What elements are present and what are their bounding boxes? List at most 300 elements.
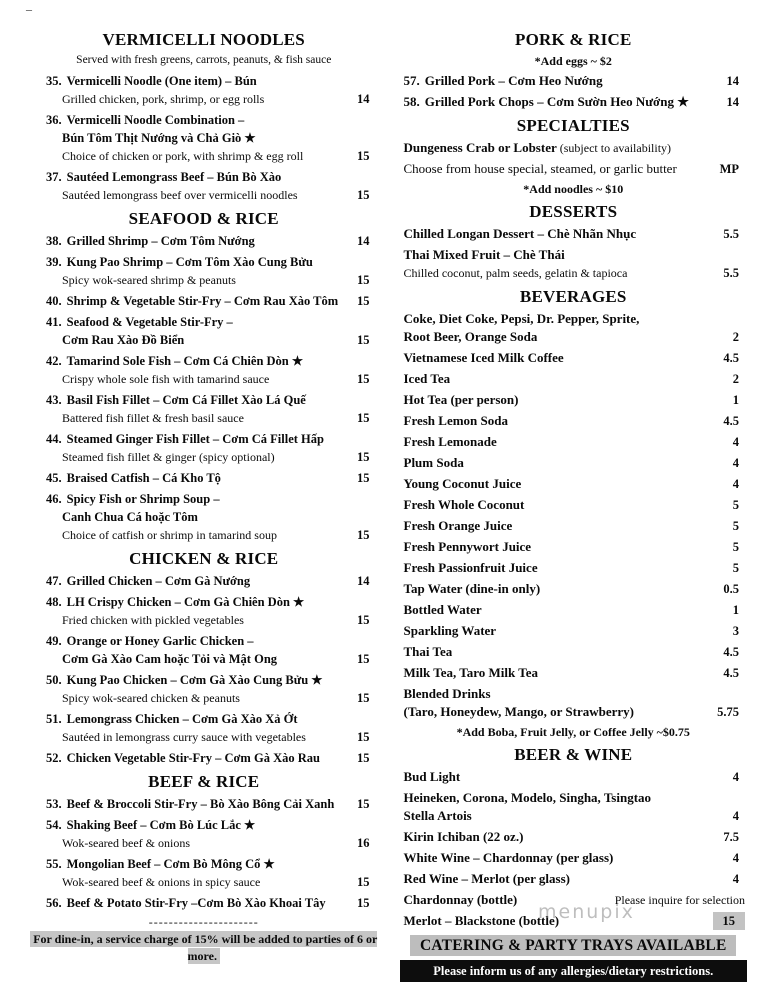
- menu-item-40: [30, 292, 378, 310]
- item-name: Fresh Orange Juice: [403, 518, 513, 533]
- item-price: 2: [732, 372, 739, 386]
- item-price: 4: [732, 770, 739, 784]
- item-price: 5: [732, 540, 739, 554]
- item-price: 5.75: [717, 705, 739, 719]
- item-price: 15: [357, 730, 370, 744]
- item-name: Vermicelli Noodle Combination –: [66, 113, 245, 127]
- item-name-line: [404, 370, 733, 388]
- menu-item-39: [30, 253, 378, 289]
- item-name-line: [46, 391, 357, 409]
- item-name-line-2: (Taro, Honeydew, Mango, or Strawberry): [403, 704, 634, 719]
- section-title: SEAFOOD & RICE: [128, 209, 279, 228]
- item-description: Chilled coconut, palm seeds, gelatin & tapioca: [403, 266, 628, 280]
- item-name: Kirin Ichiban (22 oz.): [403, 829, 524, 844]
- menu-item: [400, 160, 748, 178]
- item-text: [404, 496, 733, 514]
- item-name-line: [404, 72, 727, 90]
- item-description: Wok-seared beef & onions: [62, 836, 190, 850]
- item-text: [404, 310, 733, 346]
- section-post-note: *Add noodles ~ $10: [523, 182, 624, 196]
- item-number: 44.: [46, 432, 62, 446]
- item-number: 52.: [46, 751, 62, 765]
- item-name-line: [404, 139, 748, 157]
- item-price: 15: [357, 411, 370, 425]
- item-name-line: [404, 870, 733, 888]
- item-price: 14: [357, 574, 370, 588]
- item-name: Grilled Chicken – Cơm Gà Nướng: [66, 574, 251, 588]
- item-price: 15: [357, 149, 370, 163]
- item-price: 4: [732, 477, 739, 491]
- item-text: [404, 160, 720, 178]
- item-text: [404, 601, 733, 619]
- item-text: [404, 768, 733, 786]
- item-text: [46, 313, 357, 349]
- item-description: Spicy wok-seared chicken & peanuts: [62, 691, 240, 705]
- menu-item-35: [30, 72, 378, 108]
- item-name-line: [404, 601, 733, 619]
- item-text: [404, 559, 733, 577]
- item-name: White Wine – Chardonnay (per glass): [403, 850, 614, 865]
- menu-item-53: [30, 795, 378, 813]
- item-price: 15: [357, 372, 370, 386]
- left-sections: [30, 30, 378, 912]
- item-price: 15: [357, 471, 370, 485]
- menu-item: [400, 580, 748, 598]
- item-text: [404, 789, 733, 825]
- item-name: Tamarind Sole Fish – Cơm Cá Chiên Dòn ★: [66, 354, 304, 368]
- menu-item-45: [30, 469, 378, 487]
- right-sections: [400, 30, 748, 930]
- section-post-note: *Add Boba, Fruit Jelly, or Coffee Jelly ~$0.75: [456, 725, 690, 739]
- item-name: LH Crispy Chicken – Cơm Gà Chiên Dòn ★: [66, 595, 305, 609]
- item-name-line: [46, 292, 357, 310]
- item-name: Orange or Honey Garlic Chicken –: [66, 634, 254, 648]
- item-text: [404, 622, 733, 640]
- item-number: 58.: [403, 94, 420, 109]
- item-name: Sparkling Water: [403, 623, 497, 638]
- section-title: PORK & RICE: [515, 30, 632, 49]
- item-name: Grilled Pork Chops – Cơm Sườn Heo Nướng ★: [424, 94, 689, 109]
- item-text: [404, 225, 724, 243]
- item-price: 5: [732, 561, 739, 575]
- item-name: Thai Mixed Fruit – Chè Thái: [403, 247, 565, 262]
- item-number: 41.: [46, 315, 62, 329]
- menu-item: [400, 246, 748, 282]
- item-name-line: [46, 671, 357, 689]
- allergy-note-bar: Please inform us of any allergies/dietary restrictions.: [400, 960, 748, 982]
- item-price: 4.5: [723, 666, 739, 680]
- item-name: Red Wine – Merlot (per glass): [403, 871, 570, 886]
- menu-item: [400, 349, 748, 367]
- item-price: 5.5: [723, 266, 739, 280]
- menu-item: [400, 789, 748, 825]
- item-name-line: [404, 454, 733, 472]
- item-number: 45.: [46, 471, 62, 485]
- menu-item: [400, 433, 748, 451]
- menu-item: [400, 310, 748, 346]
- section-title: BEEF & RICE: [148, 772, 260, 791]
- item-number: 55.: [46, 857, 62, 871]
- item-name-line: [46, 490, 357, 508]
- menu-item-38: [30, 232, 378, 250]
- item-text: [46, 72, 357, 108]
- item-price: 4: [732, 851, 739, 865]
- item-right-note: Please inquire for selection: [614, 893, 745, 907]
- menu-item: [400, 768, 748, 786]
- item-number: 36.: [46, 113, 62, 127]
- item-text: [46, 572, 357, 590]
- service-charge-text: For dine-in, a service charge of 15% will be added to parties of 6 or more.: [30, 931, 377, 964]
- service-charge-note: [30, 931, 378, 965]
- item-text: [404, 412, 724, 430]
- item-name-line: [46, 430, 357, 448]
- item-price: 15: [357, 613, 370, 627]
- item-name-line: [404, 517, 733, 535]
- item-text: [46, 894, 357, 912]
- item-name-line: [404, 580, 724, 598]
- item-price: 15: [357, 294, 370, 308]
- item-text: [404, 139, 748, 157]
- item-price: 15: [357, 875, 370, 889]
- item-number: 49.: [46, 634, 62, 648]
- item-price: 15: [357, 273, 370, 287]
- item-price: 4.5: [723, 645, 739, 659]
- item-description: Fried chicken with pickled vegetables: [62, 613, 244, 627]
- menu-item-41: [30, 313, 378, 349]
- item-text: [404, 870, 733, 888]
- item-name: Blended Drinks: [403, 686, 491, 701]
- section-desserts: [400, 202, 748, 282]
- item-name-line: [46, 313, 357, 331]
- catering-banner-text: CATERING & PARTY TRAYS AVAILABLE: [410, 935, 736, 956]
- item-description: Spicy wok-seared shrimp & peanuts: [62, 273, 236, 287]
- item-name: Steamed Ginger Fish Fillet – Cơm Cá Fillet Hấp: [66, 432, 324, 446]
- item-price: 15: [357, 333, 370, 347]
- item-name-line: [404, 246, 724, 264]
- item-text: [404, 391, 733, 409]
- section-seafood-rice: [30, 209, 378, 544]
- item-name-line: [404, 828, 724, 846]
- item-description: Wok-seared beef & onions in spicy sauce: [62, 875, 261, 889]
- item-name-line-2: Cơm Rau Xào Đồ Biển: [62, 333, 185, 347]
- menu-item: [400, 496, 748, 514]
- scan-artifact-dash: –: [26, 2, 32, 16]
- item-description: Choice of chicken or pork, with shrimp & egg roll: [62, 149, 304, 163]
- item-name: Beef & Potato Stir-Fry –Cơm Bò Xào Khoai Tây: [66, 896, 326, 910]
- item-name-line: [404, 768, 733, 786]
- item-number: 48.: [46, 595, 62, 609]
- separator-dashes: ----------------------: [148, 915, 259, 929]
- menu-item: [400, 454, 748, 472]
- item-name-line: [404, 433, 733, 451]
- item-name: Milk Tea, Taro Milk Tea: [403, 665, 539, 680]
- item-text: [404, 93, 727, 111]
- item-name-line: [404, 685, 718, 703]
- item-text: [46, 232, 357, 250]
- item-number: 46.: [46, 492, 62, 506]
- menu-column-right: [400, 30, 748, 982]
- menu-item: [400, 849, 748, 867]
- item-text: [46, 292, 357, 310]
- menu-item-57: [400, 72, 748, 90]
- item-price: 14: [357, 234, 370, 248]
- item-name: Bud Light: [403, 769, 461, 784]
- watermark-menupix: menupix: [538, 901, 635, 923]
- item-description: Crispy whole sole fish with tamarind sauce: [62, 372, 270, 386]
- item-name-line: [46, 72, 357, 90]
- item-price: 5: [732, 498, 739, 512]
- item-name: Grilled Shrimp – Cơm Tôm Nướng: [66, 234, 255, 248]
- menu-item-54: [30, 816, 378, 852]
- item-text: [404, 580, 724, 598]
- item-price: 4.5: [723, 351, 739, 365]
- item-name: Chilled Longan Dessert – Chè Nhãn Nhục: [403, 226, 637, 241]
- menu-item-55: [30, 855, 378, 891]
- item-number: 42.: [46, 354, 62, 368]
- item-price: 15: [357, 896, 370, 910]
- item-price: 5: [732, 519, 739, 533]
- item-name: Tap Water (dine-in only): [403, 581, 541, 596]
- menu-item: [400, 828, 748, 846]
- menu-item: [400, 391, 748, 409]
- item-description: Grilled chicken, pork, shrimp, or egg rolls: [62, 92, 265, 106]
- item-number: 53.: [46, 797, 62, 811]
- item-number: 35.: [46, 74, 62, 88]
- item-number: 51.: [46, 712, 62, 726]
- item-text: [404, 349, 724, 367]
- item-name: Choose from house special, steamed, or garlic butter: [403, 161, 677, 176]
- item-name-line: [404, 849, 733, 867]
- item-name-line: [404, 496, 733, 514]
- item-name: Fresh Lemon Soda: [403, 413, 508, 428]
- item-name-line: [46, 253, 357, 271]
- menu-item-58: [400, 93, 748, 111]
- item-name-line: [46, 795, 357, 813]
- item-name-line-2: Stella Artois: [403, 808, 472, 823]
- item-name: Plum Soda: [403, 455, 464, 470]
- item-name-line: [404, 310, 733, 328]
- item-price: 1: [732, 393, 739, 407]
- item-name: Spicy Fish or Shrimp Soup –: [66, 492, 220, 506]
- item-text: [404, 643, 724, 661]
- menu-item-42: [30, 352, 378, 388]
- section-chicken-rice: [30, 549, 378, 767]
- item-name-line: [46, 593, 357, 611]
- item-text: [404, 370, 733, 388]
- item-name-line: [46, 232, 357, 250]
- item-name: Lemongrass Chicken – Cơm Gà Xào Xả Ớt: [66, 712, 298, 726]
- item-name: Young Coconut Juice: [403, 476, 522, 491]
- section-specialties: [400, 116, 748, 197]
- section-title: DESSERTS: [529, 202, 618, 221]
- item-name: Coke, Diet Coke, Pepsi, Dr. Pepper, Sprite,: [403, 311, 640, 326]
- item-name-line: [46, 352, 357, 370]
- item-name: Seafood & Vegetable Stir-Fry –: [66, 315, 233, 329]
- menu-item: [400, 601, 748, 619]
- item-text: [46, 632, 357, 668]
- item-text: [404, 849, 733, 867]
- item-name: Thai Tea: [403, 644, 453, 659]
- section-vermicelli-noodles: [30, 30, 378, 204]
- item-number: 54.: [46, 818, 62, 832]
- menu-item-36: [30, 111, 378, 165]
- item-price: 15: [357, 528, 370, 542]
- item-name: Iced Tea: [403, 371, 451, 386]
- item-name: Vermicelli Noodle (One item) – Bún: [66, 74, 257, 88]
- item-name: Vietnamese Iced Milk Coffee: [403, 350, 564, 365]
- section-title: BEER & WINE: [514, 745, 633, 764]
- menu-item: [400, 139, 748, 157]
- item-name: Chicken Vegetable Stir-Fry – Cơm Gà Xào Rau: [66, 751, 320, 765]
- menu-item: [400, 870, 748, 888]
- menu-item: [400, 412, 748, 430]
- item-name: Kung Pao Shrimp – Cơm Tôm Xào Cung Bửu: [66, 255, 313, 269]
- item-price: 5.5: [723, 227, 739, 241]
- item-number: 47.: [46, 574, 62, 588]
- item-name: Kung Pao Chicken – Cơm Gà Xào Cung Bửu ★: [66, 673, 323, 687]
- section-title: SPECIALTIES: [516, 116, 630, 135]
- item-text: [46, 855, 357, 891]
- item-text: [404, 433, 733, 451]
- item-text: [46, 710, 357, 746]
- item-name: Merlot – Blackstone (bottle): [403, 913, 560, 928]
- item-name: Sautéed Lemongrass Beef – Bún Bò Xào: [66, 170, 282, 184]
- item-price: 15: [357, 188, 370, 202]
- item-number: 40.: [46, 294, 62, 308]
- item-number: 56.: [46, 896, 62, 910]
- item-name-line-2: Bún Tôm Thịt Nướng và Chả Giò ★: [62, 131, 256, 145]
- item-text: [46, 816, 357, 852]
- item-name: Chardonnay (bottle): [403, 892, 518, 907]
- item-price: 15: [713, 912, 746, 930]
- item-description: Battered fish fillet & fresh basil sauce: [62, 411, 244, 425]
- item-name-line: [46, 710, 357, 728]
- item-text: [404, 72, 727, 90]
- section-pre-note: *Add eggs ~ $2: [534, 54, 612, 68]
- item-name-line: [46, 469, 357, 487]
- item-name-line: [404, 391, 733, 409]
- item-name: Hot Tea (per person): [403, 392, 519, 407]
- section-title: BEVERAGES: [519, 287, 627, 306]
- item-text: [404, 517, 733, 535]
- item-price: 14: [726, 74, 739, 88]
- menu-item-44: [30, 430, 378, 466]
- item-name-suffix: (subject to availability): [556, 141, 672, 155]
- menu-column-left: [30, 30, 378, 965]
- item-price: 14: [726, 95, 739, 109]
- item-name: Bottled Water: [403, 602, 482, 617]
- item-text: [46, 352, 357, 388]
- item-price: 16: [357, 836, 370, 850]
- item-name-line: [46, 749, 357, 767]
- menu-item-43: [30, 391, 378, 427]
- item-price: 3: [732, 624, 739, 638]
- item-name-line: [404, 93, 727, 111]
- menu-item: [400, 559, 748, 577]
- item-number: 39.: [46, 255, 62, 269]
- menu-item: [400, 225, 748, 243]
- item-name: Fresh Passionfruit Juice: [403, 560, 538, 575]
- item-text: [46, 490, 357, 544]
- menu-item: [400, 517, 748, 535]
- item-name-line: [46, 855, 357, 873]
- item-name-line: [46, 632, 357, 650]
- item-name-line-2: Root Beer, Orange Soda: [403, 329, 538, 344]
- item-text: [46, 671, 357, 707]
- section-pork-rice: [400, 30, 748, 111]
- item-price: 4: [732, 809, 739, 823]
- item-text: [404, 246, 724, 282]
- item-name: Mongolian Beef – Cơm Bò Mông Cổ ★: [66, 857, 275, 871]
- item-text: [46, 795, 357, 813]
- item-name-line: [404, 475, 733, 493]
- item-text: [404, 475, 733, 493]
- item-name-line: [404, 643, 724, 661]
- item-price: 15: [357, 691, 370, 705]
- item-text: [46, 430, 357, 466]
- item-price: 1: [732, 603, 739, 617]
- item-number: 43.: [46, 393, 62, 407]
- item-name-line: [404, 160, 720, 178]
- item-name-line-2: Cơm Gà Xào Cam hoặc Tỏi và Mật Ong: [62, 652, 278, 666]
- item-text: [46, 749, 357, 767]
- item-name-line: [404, 538, 733, 556]
- item-price: 7.5: [723, 830, 739, 844]
- item-name-line: [46, 111, 357, 129]
- item-text: [46, 593, 357, 629]
- item-name: Fresh Whole Coconut: [403, 497, 525, 512]
- item-name: Heineken, Corona, Modelo, Singha, Tsingtao: [403, 790, 652, 805]
- menu-item-51: [30, 710, 378, 746]
- menu-item-47: [30, 572, 378, 590]
- item-price: 4: [732, 435, 739, 449]
- item-text: [46, 391, 357, 427]
- item-name-line: [46, 816, 357, 834]
- item-name-line: [404, 559, 733, 577]
- item-price: 15: [357, 450, 370, 464]
- item-name: Shrimp & Vegetable Stir-Fry – Cơm Rau Xào Tôm: [66, 294, 339, 308]
- item-text: [46, 111, 357, 165]
- section-title: CHICKEN & RICE: [129, 549, 279, 568]
- menu-item: [400, 664, 748, 682]
- item-price: 15: [357, 652, 370, 666]
- item-description: Steamed fish fillet & ginger (spicy optional): [62, 450, 275, 464]
- item-name: Basil Fish Fillet – Cơm Cá Fillet Xào Lá Quế: [66, 393, 306, 407]
- item-price: 4: [732, 456, 739, 470]
- item-name-line: [404, 622, 733, 640]
- menu-item-56: [30, 894, 378, 912]
- item-name-line: [404, 349, 724, 367]
- menu-item-50: [30, 671, 378, 707]
- menu-item-49: [30, 632, 378, 668]
- section-subtitle: Served with fresh greens, carrots, peanuts, & fish sauce: [76, 54, 332, 66]
- menu-item: [400, 643, 748, 661]
- item-name: Fresh Lemonade: [403, 434, 497, 449]
- item-number: 37.: [46, 170, 62, 184]
- item-name: Dungeness Crab or Lobster: [403, 140, 557, 155]
- section-beverages: [400, 287, 748, 740]
- catering-banner: [400, 936, 748, 955]
- item-text: [404, 664, 724, 682]
- item-name-line: [404, 412, 724, 430]
- menu-item: [400, 622, 748, 640]
- item-name-line: [46, 168, 357, 186]
- item-text: [404, 828, 724, 846]
- item-name-line: [404, 225, 724, 243]
- menu-item-37: [30, 168, 378, 204]
- menu-item-46: [30, 490, 378, 544]
- item-name-line-2: Canh Chua Cá hoặc Tôm: [62, 510, 198, 524]
